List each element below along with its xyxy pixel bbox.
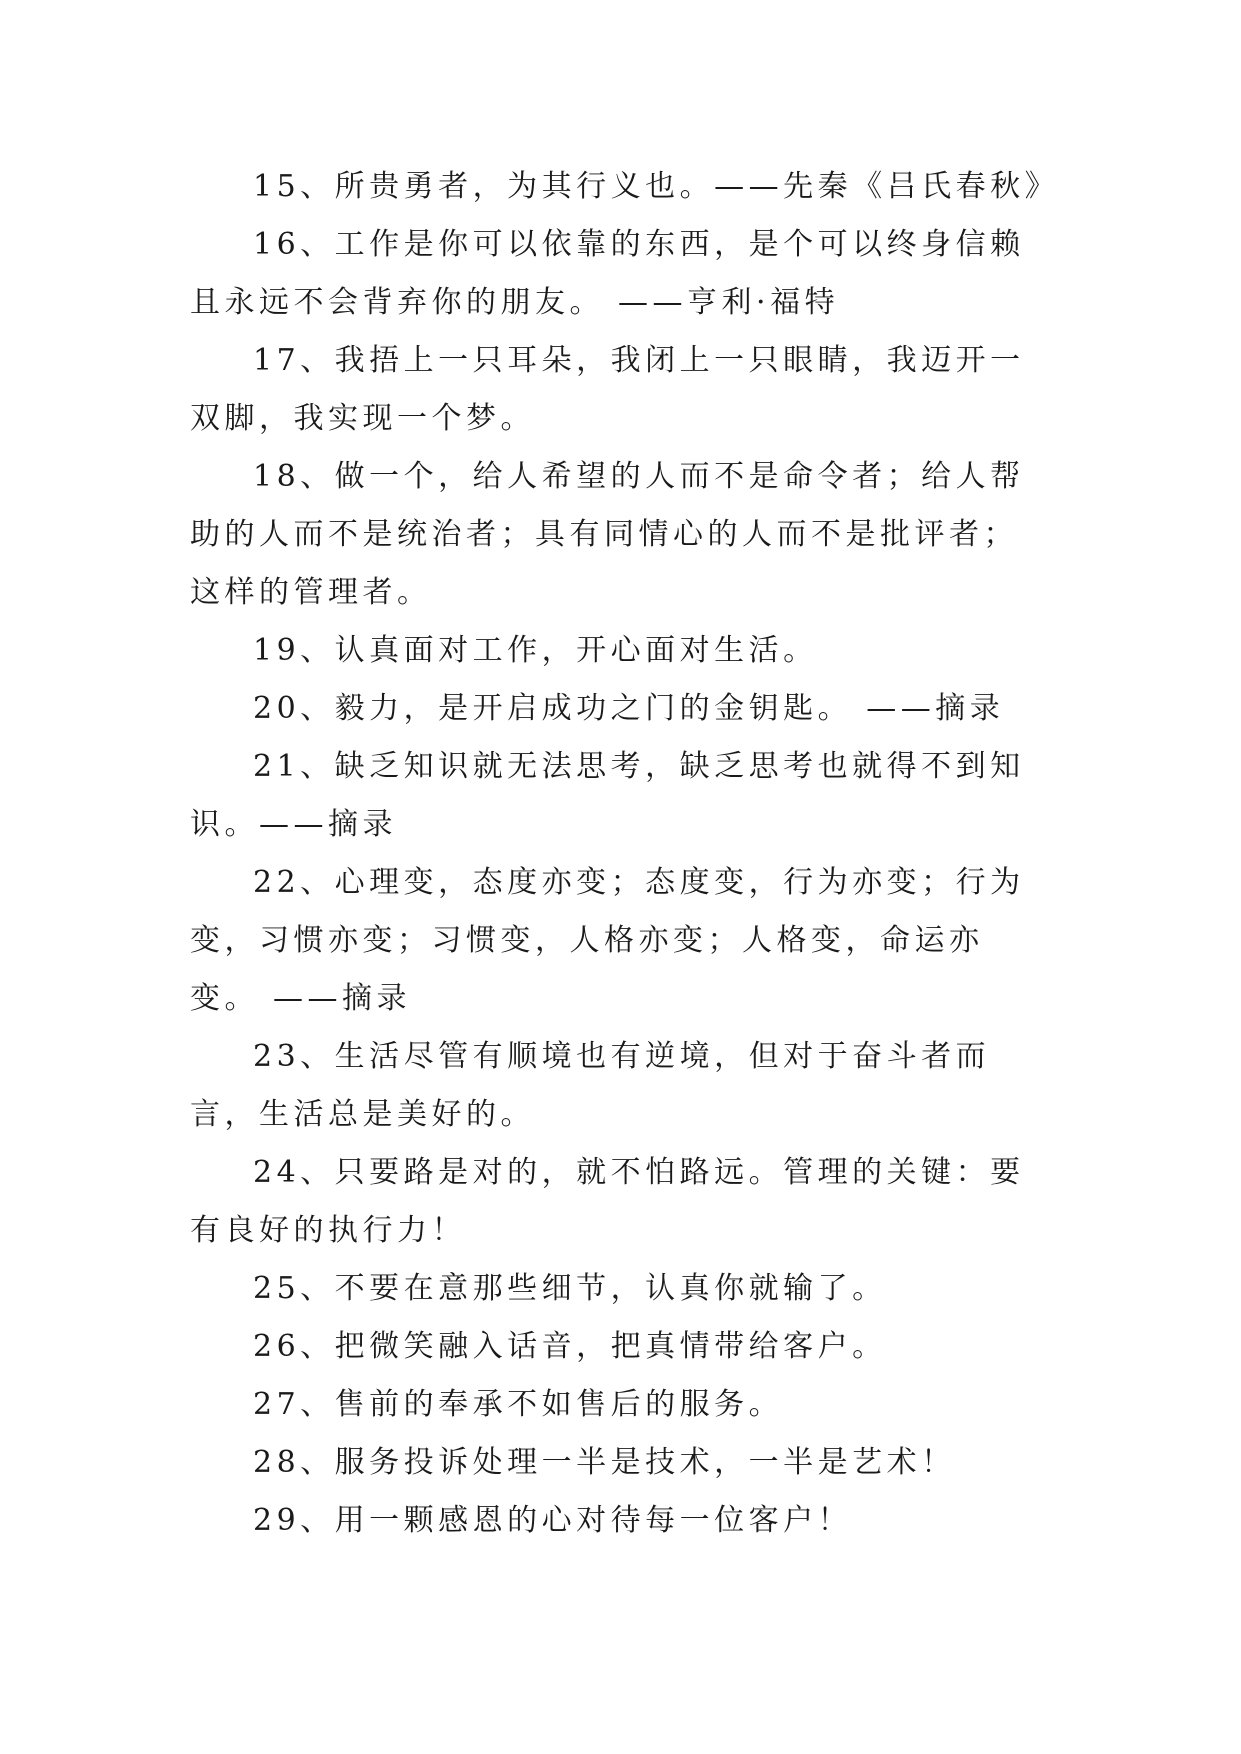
quote-25: 25、不要在意那些细节，认真你就输了。 [253,1271,887,1306]
quote-24: 24、只要路是对的，就不怕路远。管理的关键：要有良好的执行力！ [190,1155,1025,1248]
quote-15: 15、所贵勇者，为其行义也。——先秦《吕氏春秋》 [253,169,1060,204]
quote-16: 16、工作是你可以依靠的东西，是个可以终身信赖且永远不会背弃你的朋友。 ——亨利·福特 [190,227,1025,320]
quote-22: 22、心理变，态度亦变；态度变，行为亦变；行为变，习惯亦变；习惯变，人格亦变；人格变，命运亦变。 ——摘录 [190,865,1025,1016]
quote-27: 27、售前的奉承不如售后的服务。 [253,1387,784,1422]
quote-19: 19、认真面对工作，开心面对生活。 [253,633,818,668]
quote-20: 20、毅力，是开启成功之门的金钥匙。 ——摘录 [253,691,1005,726]
quote-21: 21、缺乏知识就无法思考，缺乏思考也就得不到知识。——摘录 [190,749,1025,842]
quote-26: 26、把微笑融入话音，把真情带给客户。 [253,1329,887,1364]
quote-17: 17、我捂上一只耳朵，我闭上一只眼睛，我迈开一双脚，我实现一个梦。 [190,343,1025,436]
quote-18: 18、做一个，给人希望的人而不是命令者；给人帮助的人而不是统治者；具有同情心的人而不是批评者；这样的管理者。 [190,459,1025,610]
quote-28: 28、服务投诉处理一半是技术，一半是艺术！ [253,1445,956,1480]
quote-29: 29、用一颗感恩的心对待每一位客户！ [253,1503,853,1538]
quote-23: 23、生活尽管有顺境也有逆境，但对于奋斗者而言，生活总是美好的。 [190,1039,991,1132]
document-body [190,158,1060,1550]
